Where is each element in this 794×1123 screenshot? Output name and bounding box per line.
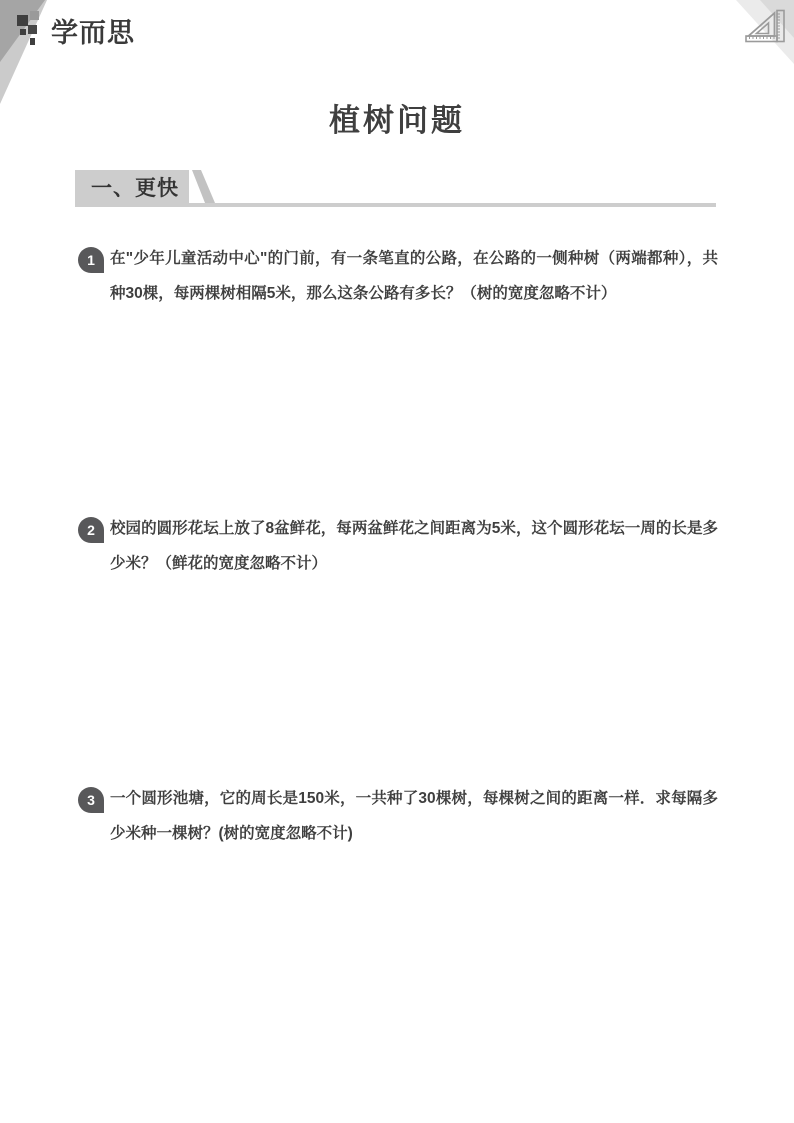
logo-square [20, 29, 26, 35]
section-underline [75, 203, 716, 207]
set-square-ruler-icon [745, 9, 787, 50]
logo-square [28, 25, 37, 34]
question-item-2 [78, 517, 718, 587]
pixel-squares-icon [14, 9, 46, 49]
section-label: 一、更快 [91, 176, 179, 200]
section-header [75, 170, 716, 208]
logo-square [30, 11, 39, 20]
question-text: 一个圆形池塘，它的周长是150米，一共种了30棵树，每棵树之间的距离一样．求每隔多少米种一棵树？(树的宽度忽略不计) [110, 790, 718, 842]
logo-text: 学而思 [51, 18, 135, 48]
question-number-badge: 1 [78, 247, 104, 273]
logo-square [30, 38, 35, 45]
page-title: 植树问题 [329, 103, 465, 138]
logo-square [17, 15, 28, 26]
section-banner-slant [192, 170, 216, 203]
question-text: 在"少年儿童活动中心"的门前，有一条笔直的公路，在公路的一侧种树（两端都种），共种30棵，每两棵树相隔5米，那么这条公路有多长？（树的宽度忽略不计） [110, 250, 718, 302]
question-item-3 [78, 787, 718, 857]
brand-logo [14, 9, 135, 50]
question-item-1 [78, 247, 718, 317]
question-number-badge: 2 [78, 517, 104, 543]
question-number-badge: 3 [78, 787, 104, 813]
section-banner [75, 170, 189, 203]
question-text: 校园的圆形花坛上放了8盆鲜花，每两盆鲜花之间距离为5米，这个圆形花坛一周的长是多少米？（鲜花的宽度忽略不计） [110, 520, 718, 572]
